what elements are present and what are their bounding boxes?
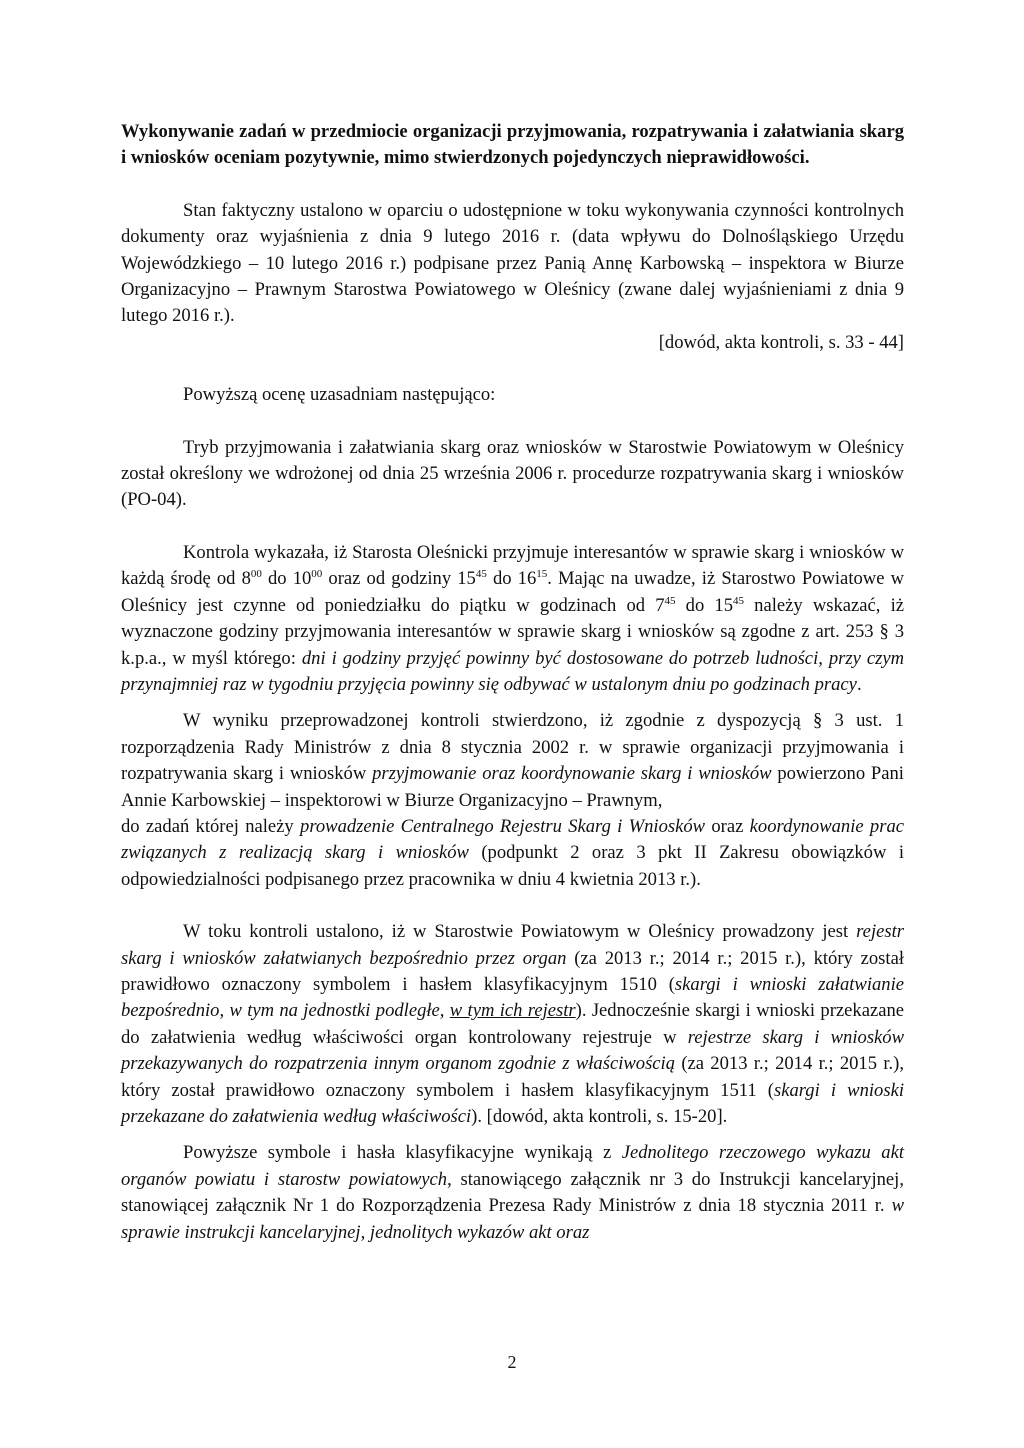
paragraph-classification: Powyższe symbole i hasła klasyfikacyjne wynikają z Jednolitego rzeczowego wykazu akt organów powiatu i starostw powiatowych, stanowiącego załącznik nr 3 do Instrukcji kancelaryjnej, stanowiącej załącznik Nr 1 do Rozporządzenia Prezesa Rady Ministrów z dnia 18 stycznia 2011 r. w sprawie instrukcji kancelaryjnej, jednolitych wykazów akt oraz — [121, 1142, 904, 1243]
paragraph-office-hours: Kontrola wykazała, iż Starosta Oleśnicki przyjmuje interesantów w sprawie skarg i wniosków w każdą środę od $8^{00}$ do $10^{00}$ oraz od godziny $15^{45}$ do $16^{15}$. Mając na uwadze, iż Starostwo Powiatowe w Oleśnicy jest czynne od poniedziałku do piątku w godzinach od $7^{45}$ do $15^{45}$ należy wskazać, iż wyznaczone godziny przyjmowania interesantów w sprawie skarg i wniosków są zgodne z art. 253 § 3 k.p.a., w myśl którego: dni i godziny przyjęć powinny być dostosowane do potrzeb ludności, przy czym przynajmniej raz w tygodniu przyjęcia powinny się odbywać w ustalonym dniu po godzinach pracy. — [121, 541, 905, 695]
evidence-reference: [dowód, akta kontroli, s. 33 - 44] — [658, 331, 904, 353]
paragraph-justification-intro: Powyższą ocenę uzasadniam następująco: — [183, 384, 496, 406]
paragraph-duties: do zadań której należy prowadzenie Centralnego Rejestru Skarg i Wniosków oraz koordynowanie prac związanych z realizacją skarg i wniosków (podpunkt 2 oraz 3 pkt II Zakresu obowiązków i odpowiedzialności podpisanego przez pracownika w dniu 4 kwietnia 2013 r.). — [121, 815, 905, 890]
paragraph-procedure: Tryb przyjmowania i załatwiania skarg oraz wniosków w Starostwie Powiatowym w Oleśnicy został określony we wdrożonej od dnia 25 września 2006 r. procedurze rozpatrywania skarg i wniosków (PO-04). — [121, 436, 904, 511]
page-number: 2 — [507, 1352, 517, 1372]
summary-assessment: Wykonywanie zadań w przedmiocie organizacji przyjmowania, rozpatrywania i załatwiania skarg i wniosków oceniam pozytywnie, mimo stwierdzonych pojedynczych nieprawidłowości. — [121, 121, 904, 169]
paragraph-registers: W toku kontroli ustalono, iż w Starostwie Powiatowym w Oleśnicy prowadzony jest rejestr skarg i wniosków załatwianych bezpośrednio przez organ (za 2013 r.; 2014 r.; 2015 r.), który został prawidłowo oznaczony symbolem i hasłem klasyfikacyjnym 1510 (skargi i wnioski załatwianie bezpośrednio, w tym na jednostki podległe, w tym ich rejestr). Jednocześnie skargi i wnioski przekazane do załatwienia według właściwości organ kontrolowany rejestruje w rejestrze skarg i wniosków przekazywanych do rozpatrzenia innym organom zgodnie z właściwością (za 2013 r.; 2014 r.; 2015 r.), który został prawidłowo oznaczony symbolem i hasłem klasyfikacyjnym 1511 (skargi i wnioski przekazane do załatwienia według właściwości). [dowód, akta kontroli, s. 15-20]. — [121, 921, 905, 1127]
paragraph-factual-basis: Stan faktyczny ustalono w oparciu o udostępnione w toku wykonywania czynności kontrolnych dokumenty oraz wyjaśnienia z dnia 9 lutego 2016 r. (data wpływu do Dolnośląskiego Urzędu Wojewódzkiego – 10 lutego 2016 r.) podpisane przez Panią Annę Karbowską – inspektora w Biurze Organizacyjno – Prawnym Starostwa Powiatowego w Oleśnicy (zwane dalej wyjaśnieniami z dnia 9 lutego 2016 r.). — [121, 199, 904, 327]
paragraph-responsible-person: W wyniku przeprowadzonej kontroli stwierdzono, iż zgodnie z dyspozycją § 3 ust. 1 rozporządzenia Rady Ministrów z dnia 8 stycznia 2002 r. w sprawie organizacji przyjmowania i rozpatrywania skarg i wniosków przyjmowanie oraz koordynowanie skarg i wniosków powierzono Pani Annie Karbowskiej – inspektorowi w Biurze Organizacyjno – Prawnym, — [121, 710, 904, 811]
document-body — [121, 119, 904, 1246]
